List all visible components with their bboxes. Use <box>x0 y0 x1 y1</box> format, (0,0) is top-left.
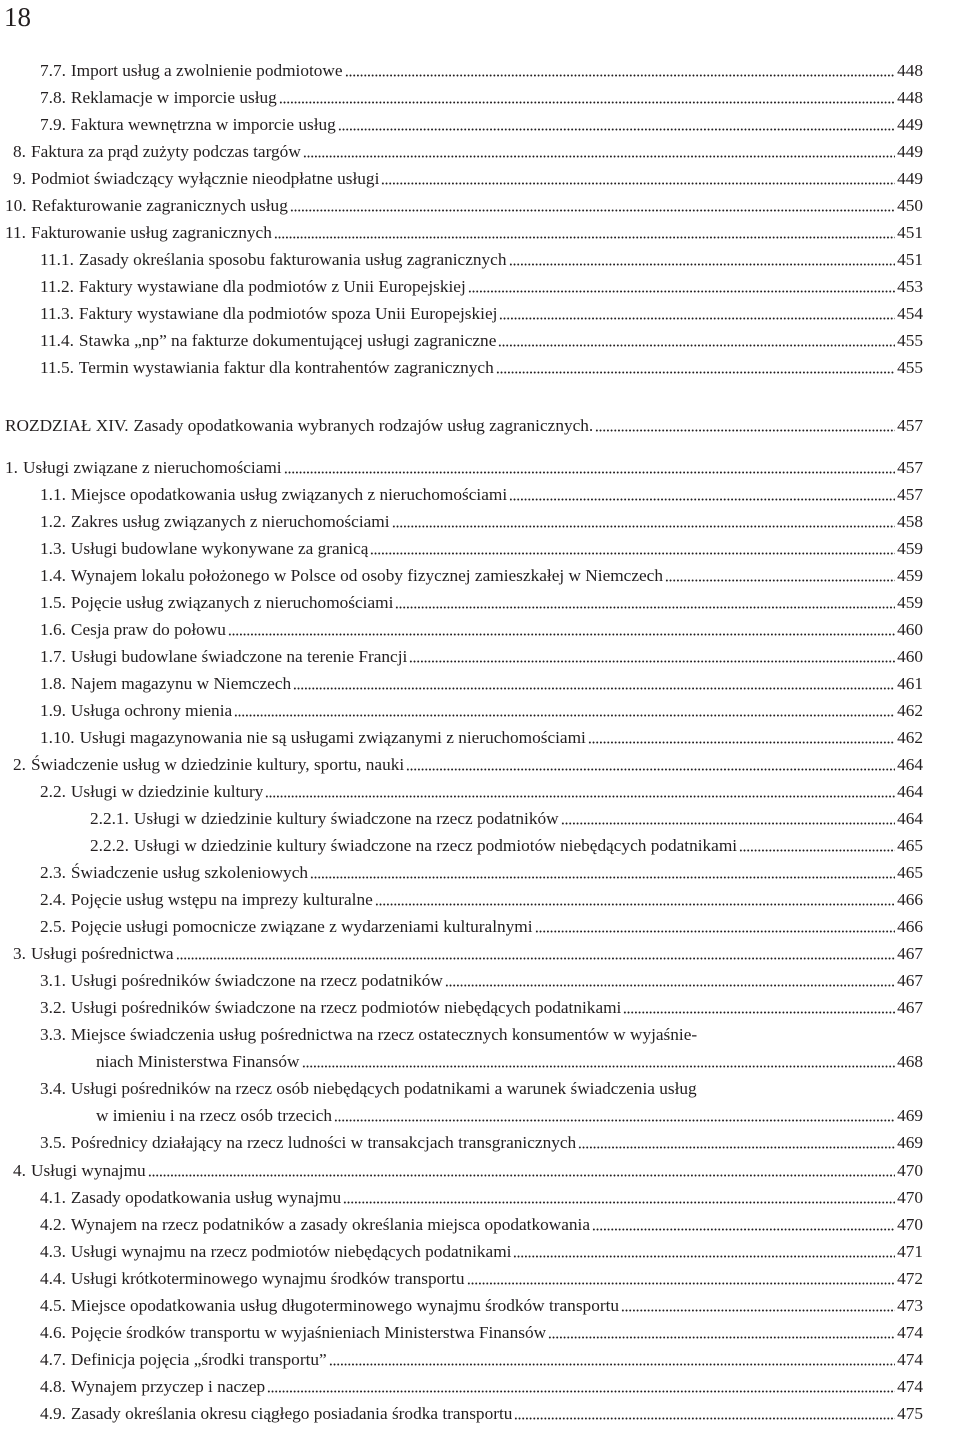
toc-entry-number: 7.9. <box>40 115 66 134</box>
toc-entry-title: Zasady opodatkowania usług wynajmu <box>70 1188 342 1207</box>
toc-entry-number: 4. <box>13 1161 26 1180</box>
toc-entry <box>90 803 923 830</box>
toc-entry-number: 3.2. <box>40 998 66 1017</box>
toc-entry-title: Faktura wewnętrzna w imporcie usług <box>70 115 336 134</box>
toc-entry-number: 2.4. <box>40 890 66 909</box>
toc-entry-title: Refakturowanie zagranicznych usług <box>31 196 288 215</box>
toc-entry-title: Fakturowanie usług zagranicznych <box>30 223 272 242</box>
toc-entry-page: 474 <box>897 1377 923 1396</box>
toc-entry-title: Usługi pośrednictwa <box>30 944 174 963</box>
toc-entry-page: 455 <box>897 331 923 350</box>
toc-entry-number: 4.5. <box>40 1296 66 1315</box>
dot-leader <box>513 1255 895 1258</box>
dot-leader <box>279 101 895 104</box>
toc-entry-page: 450 <box>897 196 923 215</box>
toc-entry-number: 11.1. <box>40 250 74 269</box>
dot-leader <box>392 525 896 528</box>
toc-entry <box>13 136 923 163</box>
dot-leader <box>561 822 895 825</box>
toc-entry-number: 1.3. <box>40 539 66 558</box>
dot-leader <box>395 606 895 609</box>
toc-entry-page: 453 <box>897 277 923 296</box>
toc-entry-page: 469 <box>897 1133 923 1152</box>
toc-entry-number: 11.3. <box>40 304 74 323</box>
toc-entry <box>40 722 923 749</box>
toc-entry-title: Usługa ochrony mienia <box>70 701 233 720</box>
toc-entry-number: 3. <box>13 944 26 963</box>
toc-entry-number: 10. <box>5 196 27 215</box>
toc-entry-title: Miejsce świadczenia usług pośrednictwa na rzecz ostatecznych konsumentów w wyjaśnie- <box>70 1025 698 1044</box>
toc-entry-page: 455 <box>897 358 923 377</box>
toc-entry-page: 462 <box>897 701 923 720</box>
toc-entry-title: Faktury wystawiane dla podmiotów z Unii Europejskiej <box>78 277 466 296</box>
dot-leader <box>228 633 895 636</box>
toc-entry-title: Usługi w dziedzinie kultury świadczone na rzecz podmiotów niebędących podatnikami <box>133 836 738 855</box>
dot-leader <box>588 741 895 744</box>
toc-entry-title: Pojęcie usług związanych z nieruchomościami <box>70 593 394 612</box>
toc-entry-number: 1. <box>5 458 18 477</box>
toc-entry-title: Usługi magazynowania nie są usługami związanymi z nieruchomościami <box>79 728 586 747</box>
dot-leader <box>406 768 895 771</box>
toc-entry-page: 459 <box>897 593 923 612</box>
dot-leader <box>445 984 895 987</box>
toc-entry-number: 4.8. <box>40 1377 66 1396</box>
dot-leader <box>509 498 895 501</box>
toc-entry-title: Pośrednicy działający na rzecz ludności w transakcjach transgranicznych <box>70 1133 577 1152</box>
dot-leader <box>310 876 895 879</box>
toc-entry-page: 467 <box>897 944 923 963</box>
toc-entry-page: 457 <box>897 458 923 477</box>
toc-entry-title: Cesja praw do połowu <box>70 620 226 639</box>
toc-entry <box>13 938 923 965</box>
toc-entry-page: 449 <box>897 169 923 188</box>
dot-leader <box>665 579 895 582</box>
toc-entry-page: 464 <box>897 809 923 828</box>
toc-entry-page: 465 <box>897 863 923 882</box>
toc-entry-page: 460 <box>897 647 923 666</box>
toc-entry <box>40 1263 923 1290</box>
toc-entry-page: 471 <box>897 1242 923 1261</box>
toc-entry-page: 473 <box>897 1296 923 1315</box>
dot-leader <box>284 471 895 474</box>
toc-entry-title: Definicja pojęcia „środki transportu” <box>70 1350 327 1369</box>
toc-entry <box>40 1371 923 1398</box>
toc-entry-number: 7.7. <box>40 61 66 80</box>
toc-entry <box>40 1073 697 1100</box>
toc-entry-title: Faktury wystawiane dla podmiotów spoza Unii Europejskiej <box>78 304 498 323</box>
toc-entry <box>40 641 923 668</box>
toc-entry-number: 1.4. <box>40 566 66 585</box>
toc-entry-page: 449 <box>897 115 923 134</box>
toc-entry-page: 472 <box>897 1269 923 1288</box>
toc-entry <box>40 325 923 352</box>
toc-entry-title: Zasady określania sposobu fakturowania usług zagranicznych <box>78 250 507 269</box>
toc-entry <box>40 82 923 109</box>
toc-entry-number: 11. <box>5 223 26 242</box>
toc-entry <box>40 992 923 1019</box>
toc-entry-number: 3.1. <box>40 971 66 990</box>
toc-entry-title: Usługi krótkoterminowego wynajmu środków transportu <box>70 1269 465 1288</box>
toc-entry-number: 4.3. <box>40 1242 66 1261</box>
toc-entry <box>40 1398 923 1425</box>
toc-entry-continuation <box>96 1100 923 1127</box>
toc-entry <box>40 857 923 884</box>
dot-leader <box>514 1417 895 1420</box>
toc-entry-title: Pojęcie usług wstępu na imprezy kulturalne <box>70 890 373 909</box>
toc-entry <box>40 271 923 298</box>
dot-leader <box>329 1363 895 1366</box>
toc-entry <box>5 410 923 437</box>
toc-entry-title: Usługi związane z nieruchomościami <box>22 458 282 477</box>
toc-entry-title: Usługi pośredników na rzecz osób niebędących podatnikami a warunek świadczenia usług <box>70 1079 697 1098</box>
toc-entry-title: Usługi budowlane świadczone na terenie Francji <box>70 647 408 666</box>
toc-entry-number: 2.2.2. <box>90 836 129 855</box>
dot-leader <box>595 429 895 432</box>
dot-leader <box>302 1065 896 1068</box>
toc-entry-page: 469 <box>897 1106 923 1125</box>
toc-entry-title: Usługi w dziedzinie kultury świadczone na rzecz podatników <box>133 809 559 828</box>
dot-leader <box>345 74 896 77</box>
toc-entry-title: Miejsce opodatkowania usług długoterminowego wynajmu środków transportu <box>70 1296 620 1315</box>
toc-entry-title: Najem magazynu w Niemczech <box>70 674 292 693</box>
toc-entry-title: Wynajem na rzecz podatników a zasady określania miejsca opodatkowania <box>70 1215 591 1234</box>
toc-entry-number: 7.8. <box>40 88 66 107</box>
toc-entry-number: 11.4. <box>40 331 74 350</box>
dot-leader <box>343 1201 895 1204</box>
toc-entry <box>5 452 923 479</box>
toc-entry-number: 4.4. <box>40 1269 66 1288</box>
toc-entry-page: 460 <box>897 620 923 639</box>
toc-entry <box>40 1182 923 1209</box>
dot-leader <box>409 660 895 663</box>
toc-entry <box>40 587 923 614</box>
toc-entry <box>40 533 923 560</box>
dot-leader <box>303 155 895 158</box>
toc-entry-title: Usługi pośredników świadczone na rzecz podmiotów niebędących podatnikami <box>70 998 622 1017</box>
toc-entry-number: 1.9. <box>40 701 66 720</box>
toc-entry <box>40 1127 923 1154</box>
toc-entry-number: 2. <box>13 755 26 774</box>
toc-entry-page: 470 <box>897 1161 923 1180</box>
toc-entry-number: 1.6. <box>40 620 66 639</box>
toc-entry-page: 448 <box>897 88 923 107</box>
toc-entry-number: 1.2. <box>40 512 66 531</box>
dot-leader <box>148 1174 895 1177</box>
toc-entry-title: Usługi w dziedzinie kultury <box>70 782 264 801</box>
toc-entry <box>40 298 923 325</box>
toc-entry-page: 457 <box>897 485 923 504</box>
toc-entry <box>40 55 923 82</box>
toc-entry-number: 11.5. <box>40 358 74 377</box>
toc-entry-number: 9. <box>13 169 26 188</box>
dot-leader <box>293 687 895 690</box>
toc-entry <box>90 830 923 857</box>
toc-entry <box>5 190 923 217</box>
toc-entry-page: 467 <box>897 998 923 1017</box>
toc-entry-page: 475 <box>897 1404 923 1423</box>
dot-leader <box>267 1390 895 1393</box>
toc-entry-page: 470 <box>897 1188 923 1207</box>
toc-entry-title: Usługi pośredników świadczone na rzecz podatników <box>70 971 443 990</box>
toc-entry-number: 1.1. <box>40 485 66 504</box>
dot-leader <box>375 903 895 906</box>
toc-entry-page: 474 <box>897 1323 923 1342</box>
toc-entry-title: Pojęcie usługi pomocnicze związane z wydarzeniami kulturalnymi <box>70 917 533 936</box>
dot-leader <box>265 795 895 798</box>
toc-entry <box>40 1209 923 1236</box>
toc-entry-number: 2.3. <box>40 863 66 882</box>
toc-entry-page: 461 <box>897 674 923 693</box>
toc-entry-page: 451 <box>897 250 923 269</box>
toc-entry-number: 2.2.1. <box>90 809 129 828</box>
dot-leader <box>621 1309 895 1312</box>
toc-entry-number: 4.1. <box>40 1188 66 1207</box>
toc-entry <box>40 1317 923 1344</box>
toc-entry <box>40 506 923 533</box>
toc-entry <box>40 668 923 695</box>
toc-entry-title: Termin wystawiania faktur dla kontrahentów zagranicznych <box>78 358 494 377</box>
toc-entry-title: Usługi wynajmu <box>30 1161 146 1180</box>
toc-entry <box>40 965 923 992</box>
toc-entry-title: Zasady opodatkowania wybranych rodzajów usług zagranicznych. <box>133 416 594 435</box>
toc-entry <box>5 217 923 244</box>
toc-entry <box>40 1019 697 1046</box>
toc-entry-title: Usługi budowlane wykonywane za granicą <box>70 539 369 558</box>
toc-entry-page: 470 <box>897 1215 923 1234</box>
dot-leader <box>334 1119 895 1122</box>
dot-leader <box>578 1146 895 1149</box>
dot-leader <box>467 1282 896 1285</box>
toc-entry <box>40 776 923 803</box>
toc-entry <box>40 1344 923 1371</box>
page-number: 18 <box>4 2 31 32</box>
toc-entry-title: Faktura za prąd zużyty podczas targów <box>30 142 301 161</box>
toc-entry-page: 454 <box>897 304 923 323</box>
toc-entry-number: 2.2. <box>40 782 66 801</box>
toc-entry-page: 448 <box>897 61 923 80</box>
dot-leader <box>535 930 896 933</box>
toc-entry-number: 3.4. <box>40 1079 66 1098</box>
toc-entry-title: Świadczenie usług w dziedzinie kultury, sportu, nauki <box>30 755 405 774</box>
toc-entry-title: Wynajem lokalu położonego w Polsce od osoby fizycznej zamieszkałej w Niemczech <box>70 566 663 585</box>
toc-entry-page: 462 <box>897 728 923 747</box>
toc-entry-page: 451 <box>897 223 923 242</box>
toc-entry-title: Import usług a zwolnienie podmiotowe <box>70 61 343 80</box>
toc-entry-title: Świadczenie usług szkoleniowych <box>70 863 308 882</box>
toc-entry-page: 468 <box>897 1052 923 1071</box>
toc-entry <box>40 884 923 911</box>
toc-entry-number: 8. <box>13 142 26 161</box>
toc-entry-page: 466 <box>897 917 923 936</box>
dot-leader <box>623 1011 895 1014</box>
toc-entry-continuation <box>96 1046 923 1073</box>
toc-entry-title: Zasady określania okresu ciągłego posiadania środka transportu <box>70 1404 513 1423</box>
toc-entry <box>40 244 923 271</box>
toc-entry <box>40 1290 923 1317</box>
dot-leader <box>370 552 895 555</box>
dot-leader <box>381 182 895 185</box>
dot-leader <box>290 209 895 212</box>
toc-entry <box>40 1236 923 1263</box>
toc-entry-title: Zakres usług związanych z nieruchomościami <box>70 512 390 531</box>
toc-entry <box>13 163 923 190</box>
dot-leader <box>234 714 895 717</box>
dot-leader <box>338 128 895 131</box>
dot-leader <box>176 957 896 960</box>
toc-entry-title: Stawka „np” na fakturze dokumentującej usługi zagraniczne <box>78 331 497 350</box>
toc-entry-page: 474 <box>897 1350 923 1369</box>
toc-entry <box>40 911 923 938</box>
toc-entry-title: Pojęcie środków transportu w wyjaśnieniach Ministerstwa Finansów <box>70 1323 547 1342</box>
dot-leader <box>468 290 895 293</box>
toc-entry-title: Miejsce opodatkowania usług związanych z nieruchomościami <box>70 485 508 504</box>
toc-entry <box>40 560 923 587</box>
toc-entry-page: 464 <box>897 782 923 801</box>
toc-entry-title-continued: niach Ministerstwa Finansów <box>96 1052 300 1071</box>
toc-entry-page: 458 <box>897 512 923 531</box>
toc-entry-page: 467 <box>897 971 923 990</box>
dot-leader <box>509 263 896 266</box>
dot-leader <box>498 344 895 347</box>
toc-entry-page: 459 <box>897 539 923 558</box>
toc-entry-number: 4.7. <box>40 1350 66 1369</box>
dot-leader <box>499 317 895 320</box>
toc-entry-title: Wynajem przyczep i naczep <box>70 1377 266 1396</box>
toc-entry-title: Reklamacje w imporcie usług <box>70 88 277 107</box>
toc-entry <box>40 352 923 379</box>
toc-entry-number: 1.7. <box>40 647 66 666</box>
toc-entry-page: 457 <box>897 416 923 435</box>
dot-leader <box>592 1228 895 1231</box>
toc-entry <box>40 109 923 136</box>
toc-entry <box>13 749 923 776</box>
dot-leader <box>274 236 895 239</box>
toc-entry <box>40 479 923 506</box>
toc-entry-number: 1.10. <box>40 728 75 747</box>
toc-entry-number: 4.2. <box>40 1215 66 1234</box>
toc-entry-number: 1.5. <box>40 593 66 612</box>
toc-entry-number: 3.5. <box>40 1133 66 1152</box>
toc-entry-page: 464 <box>897 755 923 774</box>
dot-leader <box>496 371 895 374</box>
toc-entry-number: 4.9. <box>40 1404 66 1423</box>
toc-entry-number: 2.5. <box>40 917 66 936</box>
dot-leader <box>739 849 895 852</box>
toc-entry-number: 11.2. <box>40 277 74 296</box>
dot-leader <box>548 1336 895 1339</box>
toc-entry-page: 459 <box>897 566 923 585</box>
toc-entry <box>40 614 923 641</box>
toc-entry-page: 465 <box>897 836 923 855</box>
toc-entry-title: Usługi wynajmu na rzecz podmiotów niebędących podatnikami <box>70 1242 512 1261</box>
toc-entry-title-continued: w imieniu i na rzecz osób trzecich <box>96 1106 333 1125</box>
toc-entry <box>13 1155 923 1182</box>
toc-entry-number: 1.8. <box>40 674 66 693</box>
toc-entry-page: 449 <box>897 142 923 161</box>
toc-entry-title: Podmiot świadczący wyłącznie nieodpłatne usługi <box>30 169 380 188</box>
toc-entry-number: ROZDZIAŁ XIV. <box>5 416 129 435</box>
toc-entry <box>40 695 923 722</box>
toc-entry-number: 3.3. <box>40 1025 66 1044</box>
toc-entry-number: 4.6. <box>40 1323 66 1342</box>
toc-entry-page: 466 <box>897 890 923 909</box>
